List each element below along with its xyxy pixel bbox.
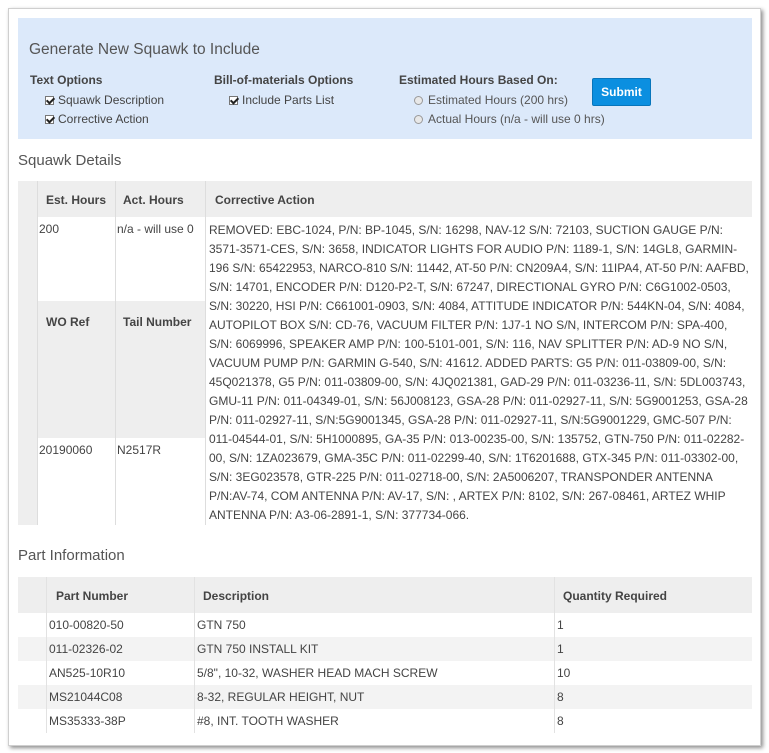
- checkbox-checked-icon[interactable]: [229, 96, 238, 105]
- checkbox-label: Corrective Action: [58, 112, 149, 126]
- corrective-action-header: Corrective Action: [215, 193, 315, 207]
- quantity-cell: 1: [557, 618, 564, 632]
- description-cell: GTN 750: [197, 618, 246, 632]
- description-header: Description: [203, 589, 270, 603]
- tail-number-header: Tail Number: [123, 315, 192, 329]
- description-cell: GTN 750 INSTALL KIT: [197, 642, 319, 656]
- corrective-action-text: REMOVED: EBC-1024, P/N: BP-1045, S/N: 16298, NAV-12 S/N: 72103, SUCTION GAUGE P/N: 3571-3571-CES, S/N: 3658, INDICATOR LIGHTS FOR AUDIO P/N: 1189-1, S/N: 14GL8, GARMIN-196 S/N: 65422953, NARCO-810 S/N: 11442, AT-50 P/N: CN209A4, S/N: 11IPA4, AT-50 P/N: AAFBD, S/N: 14701, ENCODER P/N: D120-P2-T, S/N: 67247, DIRECTIONAL GYRO P/N: C6G1002-0503, S/N: 30220, HSI P/N: C661001-0903, S/N: 4084, ATTITUDE INDICATOR P/N: 544KN-04, S/N: 4084, AUTOPILOT BOX S/N: CD-76, VACUUM FILTER P/N: 1J7-1 NO S/N, INTERCOM P/N: SPA-400, S/N: 6069996, SPEAKER AMP P/N: 100-5101-001, S/N: 116, NAV SPLITTER P/N: AD-9 NO S/N, VACUUM PUMP P/N: GARMIN G-540, S/N: 41612. ADDED PARTS: G5 P/N: 011-03809-00, S/N: 45Q021378, G5 P/N: 011-03809-00, S/N: 4JQ021381, GAD-29 P/N: 011-03236-11, S/N: 5DL003743, GMU-11 P/N: 011-04349-01, S/N: 56J008123, GSA-28 P/N: 011-02927-11, S/N: 5G9001253, GSA-28 P/N: 011-02927-11, S/N:5G9001345, GSA-28 P/N: 011-02927-11, S/N:5G9001229, GMC-507 P/N: 011-04544-01, S/N: 5H1000895, GA-35 P/N: 013-00235-00, S/N: 135752, GTN-750 P/N: 011-02282-00, S/N: 1ZA023679, GMA-35C P/N: 011-02299-40, S/N: 1T6201688, GTX-345 P/N: 011-03302-00, S/N: 3EG023578, GTR-225 P/N: 011-02718-00, S/N: 2A5006207, TRANSPONDER ANTENNA P/N:AV-74, COM ANTENNA P/N: AV-17, S/N: , ARTEX P/N: 8102, S/N: 267-08461, ARTEZ WHIP ANTENNA P/N: A3-06-2891-1, S/N: 377734-066.: [209, 223, 749, 522]
- description-cell: 5/8", 10-32, WASHER HEAD MACH SCREW: [197, 666, 438, 680]
- quantity-cell: 8: [557, 690, 564, 704]
- column-divider: [194, 577, 195, 733]
- table-row: [18, 709, 752, 733]
- act-hours-header: Act. Hours: [123, 193, 184, 207]
- part-number-cell: AN525-10R10: [49, 666, 126, 680]
- wo-ref-header: WO Ref: [46, 315, 90, 329]
- corrective-action-checkbox[interactable]: [45, 112, 149, 126]
- squawk-options-panel: [18, 18, 752, 139]
- act-hours-value: n/a - will use 0: [117, 222, 194, 236]
- column-divider: [554, 577, 555, 733]
- radio-unselected-icon[interactable]: [414, 96, 423, 105]
- quantity-header: Quantity Required: [563, 589, 668, 603]
- part-information-title: Part Information: [18, 547, 125, 564]
- quantity-cell: 1: [557, 642, 564, 656]
- column-divider: [205, 181, 206, 525]
- description-cell: #8, INT. TOOTH WASHER: [197, 714, 339, 728]
- column-divider: [37, 181, 38, 525]
- estimated-hours-radio[interactable]: [414, 93, 568, 107]
- tail-number-value: N2517R: [117, 443, 162, 457]
- submit-button[interactable]: Submit: [592, 78, 651, 106]
- panel-title: Generate New Squawk to Include: [29, 41, 260, 58]
- row-gutter: [18, 217, 37, 525]
- squawk-description-checkbox[interactable]: [45, 93, 164, 107]
- quantity-cell: 10: [557, 666, 571, 680]
- part-number-cell: 010-00820-50: [49, 618, 124, 632]
- radio-label: Actual Hours (n/a - will use 0 hrs): [428, 112, 605, 126]
- checkbox-checked-icon[interactable]: [45, 115, 54, 124]
- part-number-cell: 011-02326-02: [49, 642, 123, 656]
- bom-options-title: Bill-of-materials Options: [214, 73, 354, 87]
- radio-label: Estimated Hours (200 hrs): [428, 93, 569, 107]
- table-row: [18, 685, 752, 709]
- column-divider: [46, 577, 47, 733]
- quantity-cell: 8: [557, 714, 564, 728]
- part-number-cell: MS21044C08: [49, 690, 123, 704]
- est-hours-value: 200: [39, 222, 60, 236]
- wo-ref-value: 20190060: [39, 443, 93, 457]
- include-parts-list-checkbox[interactable]: [229, 93, 334, 107]
- squawk-details-title: Squawk Details: [18, 152, 122, 169]
- actual-hours-radio[interactable]: [414, 112, 605, 126]
- column-divider: [115, 181, 116, 525]
- text-options-title: Text Options: [30, 73, 103, 87]
- checkbox-label: Include Parts List: [242, 93, 335, 107]
- description-cell: 8-32, REGULAR HEIGHT, NUT: [197, 690, 365, 704]
- part-number-header: Part Number: [56, 589, 129, 603]
- part-number-cell: MS35333-38P: [49, 714, 126, 728]
- checkbox-label: Squawk Description: [58, 93, 165, 107]
- table-row: [18, 613, 752, 637]
- est-hours-header: Est. Hours: [46, 193, 107, 207]
- table-row: [18, 661, 752, 685]
- checkbox-checked-icon[interactable]: [45, 96, 54, 105]
- report-frame: [8, 8, 761, 746]
- hours-options-title: Estimated Hours Based On:: [399, 73, 558, 87]
- table-row: [18, 637, 752, 661]
- radio-unselected-icon[interactable]: [414, 115, 423, 124]
